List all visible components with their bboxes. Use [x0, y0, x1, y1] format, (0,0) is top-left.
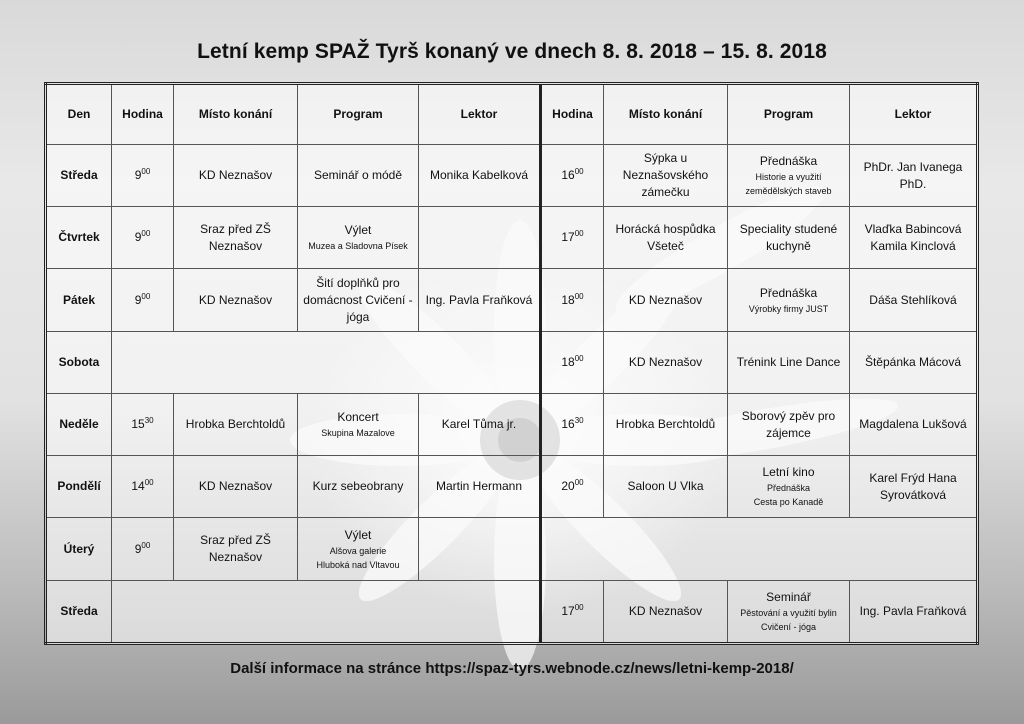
header-hour-pm: Hodina [541, 84, 604, 145]
day-cell: Středa [46, 145, 112, 207]
header-hour-am: Hodina [112, 84, 174, 145]
program-title: Přednáška [759, 285, 818, 300]
program-title: Seminář [766, 589, 811, 604]
lecturer-cell-am: Monika Kabelková [419, 145, 541, 207]
program-detail: Přednáška [766, 483, 811, 494]
minute-value: 00 [574, 353, 584, 363]
hour-value: 9 [134, 168, 142, 183]
place-cell-pm: Saloon U Vlka [604, 456, 728, 518]
place-cell-am: Hrobka Berchtoldů [174, 393, 298, 455]
hour-value: 18 [561, 354, 575, 369]
program-cell-pm [728, 207, 850, 269]
place-cell-pm: KD Neznašov [604, 269, 728, 331]
hour-cell-am [112, 518, 174, 580]
empty-cell-am [112, 331, 541, 393]
lecturer-cell-pm: Karel Frýd Hana Syrovátková [850, 456, 978, 518]
place-cell-pm: KD Neznašov [604, 580, 728, 643]
hour-value: 20 [561, 479, 575, 494]
table-row [46, 393, 978, 455]
schedule-table [44, 82, 979, 645]
program-detail: Skupina Mazalove [321, 428, 395, 439]
place-cell-am: KD Neznašov [174, 269, 298, 331]
lecturer-cell-pm: PhDr. Jan Ivanega PhD. [850, 145, 978, 207]
program-title: Sborový zpěv pro zájemce [741, 408, 836, 440]
minute-value: 00 [574, 229, 584, 239]
day-cell: Neděle [46, 393, 112, 455]
hour-cell-am [112, 207, 174, 269]
program-detail: Historie a využití zemědělských staveb [745, 172, 832, 197]
hour-value: 9 [134, 541, 142, 556]
hour-cell-pm [541, 393, 604, 455]
program-cell-am [298, 518, 419, 580]
minute-value: 00 [574, 291, 584, 301]
program-cell-am [298, 269, 419, 331]
program-title: Seminář o módě [313, 168, 403, 183]
header-row [46, 84, 978, 145]
day-cell: Pondělí [46, 456, 112, 518]
hour-cell-pm [541, 331, 604, 393]
program-cell-am [298, 207, 419, 269]
minute-value: 00 [141, 540, 151, 550]
hour-cell-am [112, 145, 174, 207]
place-cell-pm: Sýpka u Neznašovského zámečku [604, 145, 728, 207]
day-cell: Úterý [46, 518, 112, 580]
hour-cell-am [112, 393, 174, 455]
place-cell-am: Sraz před ZŠ Neznašov [174, 518, 298, 580]
schedule-body [46, 145, 978, 644]
table-row [46, 456, 978, 518]
program-title: Přednáška [759, 154, 818, 169]
table-row [46, 518, 978, 580]
minute-value: 00 [141, 291, 151, 301]
program-cell-am [298, 145, 419, 207]
program-title: Speciality studené kuchyně [739, 221, 838, 253]
day-cell: Sobota [46, 331, 112, 393]
place-cell-pm: Hrobka Berchtoldů [604, 393, 728, 455]
program-detail-extra: Hluboká nad Vltavou [316, 559, 400, 570]
place-cell-am: Sraz před ZŠ Neznašov [174, 207, 298, 269]
program-detail: Pěstování a využití bylin [740, 607, 837, 618]
program-title: Výlet [344, 527, 372, 542]
lecturer-cell-pm: Ing. Pavla Fraňková [850, 580, 978, 643]
program-cell-pm [728, 145, 850, 207]
hour-cell-pm [541, 580, 604, 643]
program-cell-am [298, 456, 419, 518]
program-detail-extra: Cesta po Kanadě [753, 497, 824, 508]
minute-value: 00 [141, 167, 151, 177]
hour-cell-am [112, 269, 174, 331]
hour-value: 9 [134, 292, 142, 307]
hour-cell-pm [541, 145, 604, 207]
empty-cell-pm [541, 518, 978, 580]
program-title: Koncert [337, 410, 379, 425]
day-cell: Středa [46, 580, 112, 643]
program-cell-pm [728, 393, 850, 455]
hour-value: 17 [561, 603, 575, 618]
program-detail: Alšova galerie [329, 545, 387, 556]
program-title: Výlet [344, 223, 372, 238]
program-title: Šití doplňků pro domácnost Cvičení - jóga [303, 275, 413, 324]
hour-value: 16 [561, 168, 575, 183]
hour-value: 14 [131, 479, 145, 494]
lecturer-cell-am: Ing. Pavla Fraňková [419, 269, 541, 331]
minute-value: 00 [574, 478, 584, 488]
program-cell-pm [728, 456, 850, 518]
hour-cell-am [112, 456, 174, 518]
place-cell-am: KD Neznašov [174, 456, 298, 518]
hour-value: 9 [134, 230, 142, 245]
header-program-pm: Program [728, 84, 850, 145]
header-lecturer-am: Lektor [419, 84, 541, 145]
hour-value: 17 [561, 230, 575, 245]
program-cell-pm [728, 580, 850, 643]
hour-value: 16 [561, 417, 575, 432]
lecturer-cell-pm: Vlaďka Babincová Kamila Kinclová [850, 207, 978, 269]
lecturer-cell-pm: Dáša Stehlíková [850, 269, 978, 331]
header-lecturer-pm: Lektor [850, 84, 978, 145]
header-place-pm: Místo konání [604, 84, 728, 145]
program-title: Trénink Line Dance [736, 354, 841, 369]
hour-cell-pm [541, 456, 604, 518]
lecturer-cell-am: Karel Tůma jr. [419, 393, 541, 455]
lecturer-cell-am [419, 207, 541, 269]
program-cell-am [298, 393, 419, 455]
lecturer-cell-am [419, 518, 541, 580]
header-place-am: Místo konání [174, 84, 298, 145]
table-row [46, 269, 978, 331]
minute-value: 30 [574, 416, 584, 426]
day-cell: Čtvrtek [46, 207, 112, 269]
hour-value: 15 [131, 417, 145, 432]
minute-value: 30 [144, 416, 154, 426]
program-cell-pm [728, 331, 850, 393]
minute-value: 00 [141, 229, 151, 239]
table-row [46, 331, 978, 393]
hour-value: 18 [561, 292, 575, 307]
empty-cell-am [112, 580, 541, 643]
table-row [46, 580, 978, 643]
minute-value: 00 [574, 602, 584, 612]
place-cell-am: KD Neznašov [174, 145, 298, 207]
program-cell-pm [728, 269, 850, 331]
lecturer-cell-pm: Magdalena Lukšová [850, 393, 978, 455]
lecturer-cell-pm: Štěpánka Mácová [850, 331, 978, 393]
header-program-am: Program [298, 84, 419, 145]
program-title: Letní kino [762, 465, 815, 480]
table-row [46, 207, 978, 269]
lecturer-cell-am: Martin Hermann [419, 456, 541, 518]
header-day: Den [46, 84, 112, 145]
minute-value: 00 [574, 167, 584, 177]
page-title: Letní kemp SPAŽ Tyrš konaný ve dnech 8. 8. 2018 – 15. 8. 2018 [197, 40, 827, 63]
day-cell: Pátek [46, 269, 112, 331]
footer-info-link[interactable]: Další informace na stránce https://spaz-tyrs.webnode.cz/news/letni-kemp-2018/ [230, 660, 794, 677]
program-detail: Muzea a Sladovna Písek [308, 241, 408, 252]
hour-cell-pm [541, 207, 604, 269]
minute-value: 00 [144, 478, 154, 488]
program-detail-extra: Cvičení - jóga [760, 621, 817, 632]
hour-cell-pm [541, 269, 604, 331]
program-detail: Výrobky firmy JUST [748, 303, 829, 314]
table-row [46, 145, 978, 207]
place-cell-pm: Horácká hospůdka Všeteč [604, 207, 728, 269]
place-cell-pm: KD Neznašov [604, 331, 728, 393]
program-title: Kurz sebeobrany [312, 479, 404, 494]
